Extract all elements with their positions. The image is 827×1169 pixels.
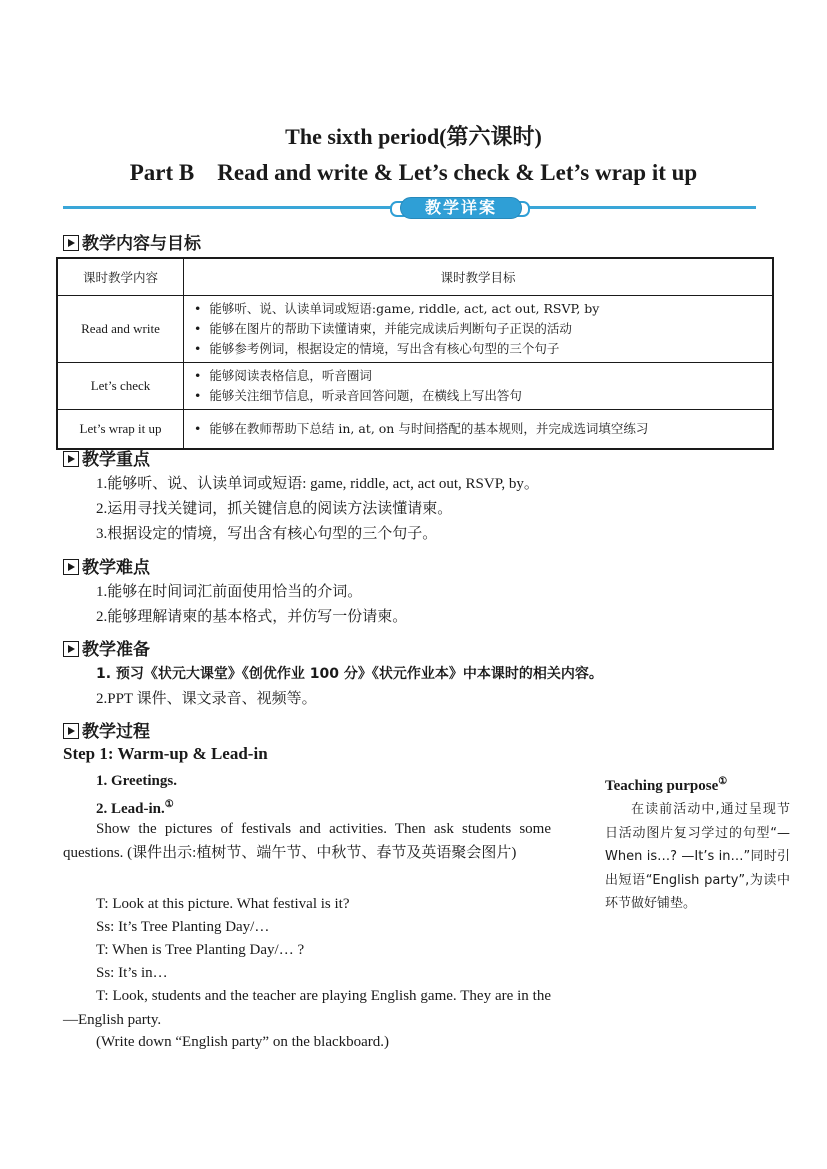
goal-item: • 能够参考例词，根据设定的情境，写出含有核心句型的三个句子 [194, 339, 772, 359]
preparation-1: 1. 预习《状元大课堂》《创优作业 100 分》《状元作业本》中本课时的相关内容。 [96, 666, 603, 682]
play-icon [63, 641, 79, 657]
table-cell-goals [184, 410, 774, 450]
table-cell-content: Let’s wrap it up [57, 410, 184, 450]
table-header-content: 课时教学内容 [57, 258, 184, 296]
dialog-line-2: Ss: It’s Tree Planting Day/… [96, 919, 270, 935]
table-row [57, 410, 773, 450]
step1-item1: 1. Greetings. [96, 773, 177, 789]
difficulty-1: 1.能够在时间词汇前面使用恰当的介词。 [96, 584, 363, 600]
page-title: The sixth period(第六课时) [285, 124, 542, 149]
banner-label: 教学详案 [400, 197, 522, 219]
banner-pill [390, 197, 530, 219]
dialog-line-4: Ss: It’s in… [96, 965, 168, 981]
play-icon [63, 559, 79, 575]
key-point-2: 2.运用寻找关键词，抓关键信息的阅读方法读懂请柬。 [96, 501, 453, 517]
table-cell-content: Read and write [57, 296, 184, 363]
process-heading: 教学过程 [63, 717, 150, 742]
goal-item: • 能够听、说、认读单词或短语:game, riddle, act, act out, RSVP, by [194, 299, 772, 319]
step1-item2: 2. Lead-in.① [96, 799, 174, 817]
teaching-purpose-note [605, 770, 790, 915]
objectives-heading: 教学内容与目标 [63, 229, 201, 254]
goal-item: • 能够阅读表格信息，听音圈词 [194, 366, 772, 386]
table-cell-goals [184, 363, 774, 410]
table-cell-content: Let’s check [57, 363, 184, 410]
table-row [57, 296, 773, 363]
goal-item: • 能够关注细节信息，听录音回答问题，在横线上写出答句 [194, 386, 772, 406]
dialog-line-6: (Write down “English party” on the blackboard.) [96, 1034, 390, 1050]
step1-title: Step 1: Warm-up & Lead-in [63, 744, 268, 763]
objectives-table [56, 257, 774, 450]
footnote-mark: ① [164, 799, 174, 810]
key-points-heading: 教学重点 [63, 445, 150, 470]
play-icon [63, 723, 79, 739]
dialog-line-5: T: Look, students and the teacher are playing English game. They are in the—English party. [63, 988, 551, 1028]
dialog-line-1: T: Look at this picture. What festival is it? [96, 896, 350, 912]
goal-item: • 能够在图片的帮助下读懂请柬，并能完成读后判断句子正误的活动 [194, 319, 772, 339]
table-header-row [57, 258, 773, 296]
table-header-goals: 课时教学目标 [184, 258, 774, 296]
step1-intro: Show the pictures of festivals and activities. Then ask students some questions. (课件出示:植树节、端午节、中秋节、春节及英语聚会图片) [63, 821, 551, 861]
page-subtitle: Part B Read and write & Let’s check & Let’s wrap it up [129, 160, 698, 185]
section-banner [63, 197, 756, 219]
preparation-2: 2.PPT 课件、课文录音、视频等。 [96, 691, 317, 707]
goal-item: • 能够在教师帮助下总结 in, at, on 与时间搭配的基本规则，并完成选词填空练习 [194, 419, 772, 439]
difficulty-2: 2.能够理解请柬的基本格式，并仿写一份请柬。 [96, 609, 408, 625]
preparation-heading: 教学准备 [63, 635, 150, 660]
dialog-line-3: T: When is Tree Planting Day/… ? [96, 942, 305, 958]
play-icon [63, 451, 79, 467]
key-point-3: 3.根据设定的情境，写出含有核心句型的三个句子。 [96, 526, 438, 542]
table-row [57, 363, 773, 410]
difficulties-heading: 教学难点 [63, 553, 150, 578]
teaching-purpose-text: 在读前活动中,通过呈现节日活动图片复习学过的句型“—When is…? —It’s in…”同时引出短语“English party”,为读中环节做好铺垫。 [605, 802, 790, 912]
play-icon [63, 235, 79, 251]
teaching-purpose-title: Teaching purpose① [605, 776, 728, 794]
table-cell-goals [184, 296, 774, 363]
key-point-1: 1.能够听、说、认读单词或短语: game, riddle, act, act out, RSVP, by。 [96, 476, 539, 492]
